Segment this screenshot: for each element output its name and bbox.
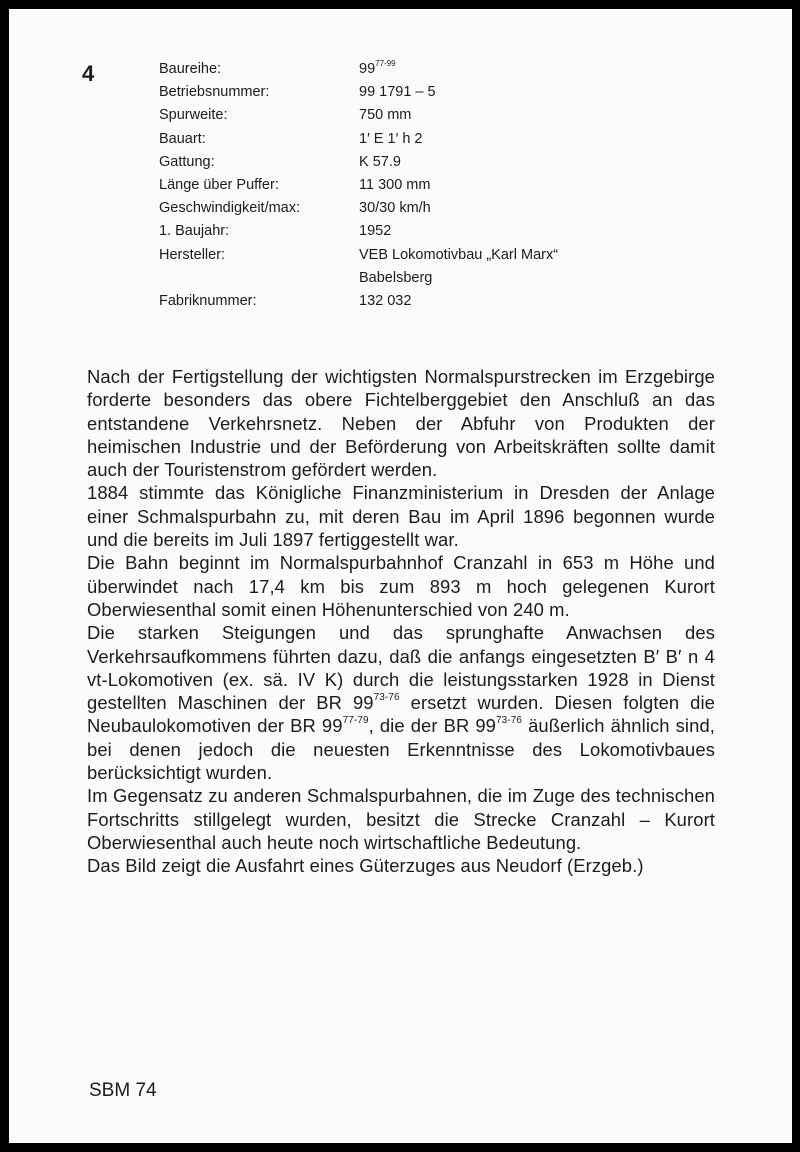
spec-value: 1′ E 1′ h 2 <box>359 130 423 147</box>
spec-label: Bauart: <box>159 130 206 147</box>
paragraph: 1884 stimmte das Königliche Finanzministerium in Dresden der Anlage einer Schmalspurbahn zu, mit deren Bau im April 1896 begonnen wurde und die bereits im Juli 1897 fertiggestellt war. <box>87 482 715 551</box>
paragraph-text: äußerlich ähnlich sind, bei denen jedoch die neuesten Erkenntnisse des Lokomotivbaues berücksichtigt wurden. <box>87 715 715 784</box>
spec-row <box>159 220 779 243</box>
spec-row <box>159 244 779 267</box>
spec-value: Babelsberg <box>359 269 433 286</box>
paragraph-text: , die der BR 99 <box>368 715 497 737</box>
superscript: 73-76 <box>373 692 400 704</box>
spec-label: Fabriknummer: <box>159 293 257 310</box>
spec-label: Länge über Puffer: <box>159 177 279 194</box>
spec-value: 132 032 <box>359 293 412 310</box>
spec-value: 99 1791 – 5 <box>359 84 436 101</box>
spec-value: 750 mm <box>359 107 412 124</box>
series-code: SBM 74 <box>89 1080 157 1101</box>
spec-label: Gattung: <box>159 153 215 170</box>
superscript: 73-76 <box>496 715 523 727</box>
spec-value: VEB Lokomotivbau „Karl Marx“ <box>359 246 559 263</box>
spec-row <box>159 290 779 313</box>
spec-label <box>159 267 359 290</box>
spec-label: Baureihe: <box>159 61 222 77</box>
paragraph-text: Die starken Steigungen und das sprunghafte Anwachsen des Verkehrsaufkommens führten dazu, daß die anfangs eingesetzten B′ B′ n 4 vt-Lokomotiven (ex. sä. IV K) durch die leistungsstarken 1928 in Dienst gestellten Maschinen der BR 99 <box>87 622 715 714</box>
spec-row <box>159 174 779 197</box>
paragraph: Das Bild zeigt die Ausfahrt eines Güterzuges aus Neudorf (Erzgeb.) <box>87 855 644 877</box>
spec-table <box>159 58 779 313</box>
description-text <box>87 365 715 878</box>
paragraph: Nach der Fertigstellung der wichtigsten Normalspurstrecken im Erzgebirge forderte besonders das obere Fichtelberggebiet den Anschluß an das entstandene Verkehrsnetz. Neben der Abfuhr von Produkten der heimischen Industrie und der Beförderung von Arbeitskräften sollte damit auch der Touristenstrom gefördert werden. <box>87 366 715 481</box>
paragraph <box>87 621 715 784</box>
spec-value: K 57.9 <box>359 153 401 170</box>
spec-row <box>159 81 779 104</box>
paragraph: Im Gegensatz zu anderen Schmalspurbahnen, die im Zuge des technischen Fortschritts stillgelegt wurden, besitzt die Strecke Cranzahl – Kurort Oberwiesenthal auch heute noch wirtschaftliche Bedeutung. <box>87 785 715 853</box>
spec-label: Geschwindigkeit/max: <box>159 200 301 217</box>
spec-value-text: 99 <box>359 61 376 77</box>
paragraph: Die Bahn beginnt im Normalspurbahnhof Cranzahl in 653 m Höhe und überwindet nach 17,4 km bis zum 893 m hoch gelegenen Kurort Oberwiesenthal somit einen Höhenunterschied von 240 m. <box>87 552 715 620</box>
spec-value-superscript: 77-99 <box>375 59 396 69</box>
spec-label: Betriebsnummer: <box>159 84 270 101</box>
spec-row <box>159 267 779 290</box>
spec-value <box>359 58 779 81</box>
spec-label: Spurweite: <box>159 107 228 124</box>
paragraph-text: ersetzt wurden. Diesen folgten die Neubaulokomotiven der BR 99 <box>87 692 716 737</box>
spec-row <box>159 104 779 127</box>
spec-label: Hersteller: <box>159 246 226 263</box>
card-number: 4 <box>82 61 95 86</box>
spec-row <box>159 58 779 81</box>
superscript: 77-79 <box>342 715 369 727</box>
spec-label: 1. Baujahr: <box>159 223 230 240</box>
spec-row <box>159 151 779 174</box>
spec-row <box>159 128 779 151</box>
spec-value: 30/30 km/h <box>359 200 431 217</box>
postcard-back <box>9 9 792 1143</box>
spec-value: 11 300 mm <box>359 177 431 194</box>
spec-value: 1952 <box>359 223 392 240</box>
spec-row <box>159 197 779 220</box>
